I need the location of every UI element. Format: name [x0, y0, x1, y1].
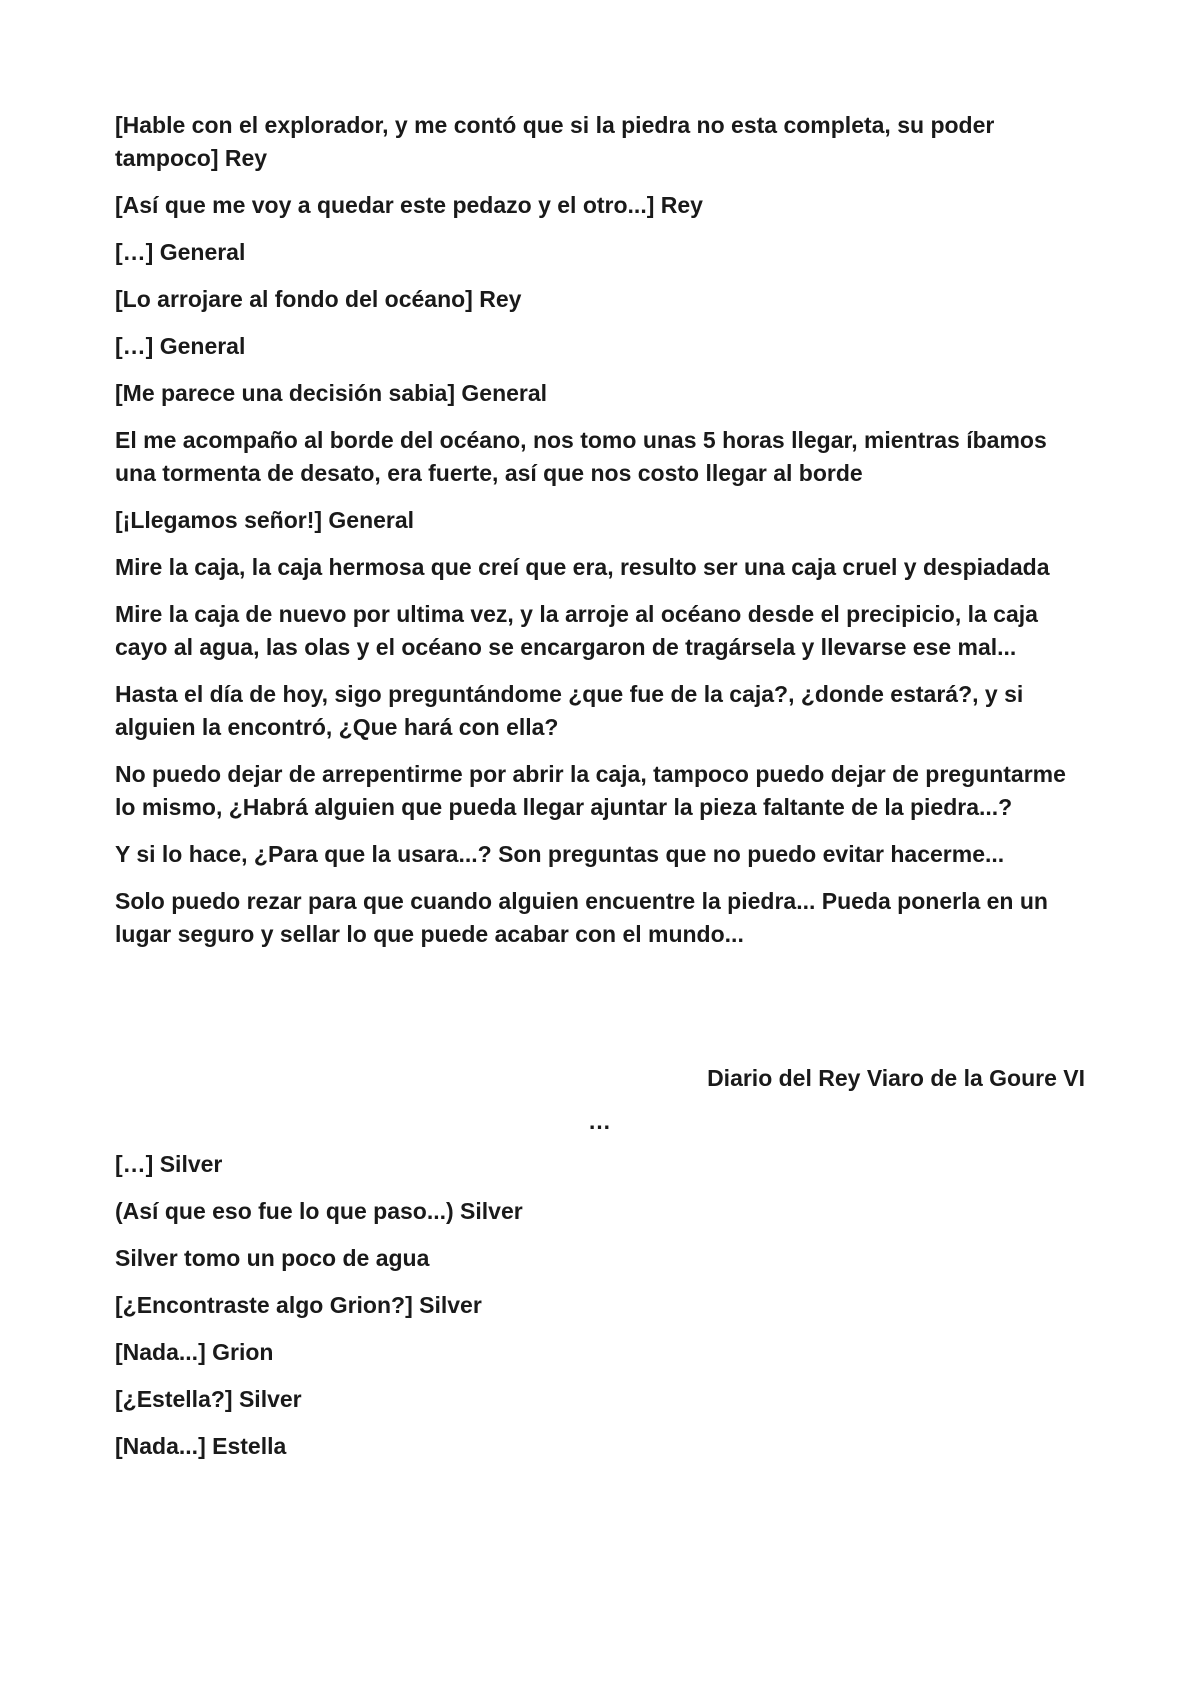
diary-signature: Diario del Rey Viaro de la Goure VI [707, 1065, 1085, 1091]
paragraph: […] General [115, 333, 246, 359]
paragraph: Mire la caja, la caja hermosa que creí que era, resulto ser una caja cruel y despiadada [115, 554, 1050, 580]
paragraph: [Lo arrojare al fondo del océano] Rey [115, 286, 522, 312]
paragraph: Solo puedo rezar para que cuando alguien encuentre la piedra... Pueda ponerla en un lugar seguro y sellar lo que puede acabar con el mundo... [115, 888, 1048, 947]
paragraph: […] Silver [115, 1151, 223, 1177]
paragraph: [Hable con el explorador, y me contó que si la piedra no esta completa, su poder tampoco] Rey [115, 112, 995, 171]
paragraph: [¡Llegamos señor!] General [115, 507, 415, 533]
paragraph: [Nada...] Estella [115, 1433, 287, 1459]
document-body [115, 109, 1085, 1477]
paragraph: [Nada...] Grion [115, 1339, 274, 1365]
paragraph: (Así que eso fue lo que paso...) Silver [115, 1198, 523, 1224]
paragraph: Y si lo hace, ¿Para que la usara...? Son preguntas que no puedo evitar hacerme... [115, 841, 1005, 867]
paragraph: [¿Encontraste algo Grion?] Silver [115, 1292, 482, 1318]
paragraph: Hasta el día de hoy, sigo preguntándome ¿que fue de la caja?, ¿donde estará?, y si alguien la encontró, ¿Que hará con ella? [115, 681, 1024, 740]
paragraph: […] General [115, 239, 246, 265]
paragraph: [Me parece una decisión sabia] General [115, 380, 548, 406]
paragraph: Mire la caja de nuevo por ultima vez, y la arroje al océano desde el precipicio, la caja cayo al agua, las olas y el océano se encargaron de tragársela y llevarse ese mal... [115, 601, 1038, 660]
section-separator: … [588, 1108, 612, 1134]
paragraph: [¿Estella?] Silver [115, 1386, 302, 1412]
paragraph: [Así que me voy a quedar este pedazo y el otro...] Rey [115, 192, 703, 218]
paragraph: Silver tomo un poco de agua [115, 1245, 430, 1271]
paragraph: No puedo dejar de arrepentirme por abrir la caja, tampoco puedo dejar de preguntarme lo mismo, ¿Habrá alguien que pueda llegar ajuntar la pieza faltante de la piedra...? [115, 761, 1066, 820]
paragraph: El me acompaño al borde del océano, nos tomo unas 5 horas llegar, mientras íbamos una tormenta de desato, era fuerte, así que nos costo llegar al borde [115, 427, 1047, 486]
